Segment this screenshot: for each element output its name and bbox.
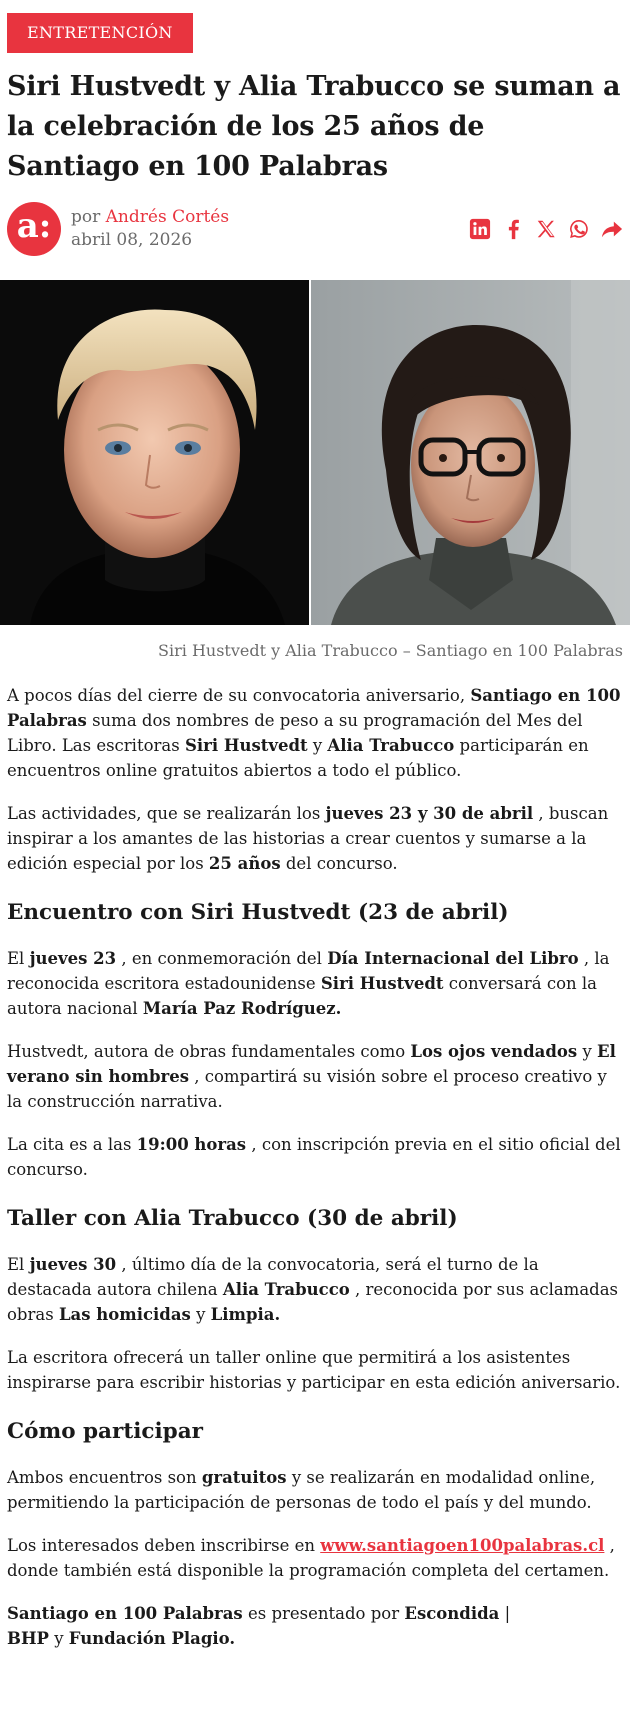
author-link[interactable]: Andrés Cortés: [105, 207, 230, 227]
article-title: Siri Hustvedt y Alia Trabucco se suman a la celebración de los 25 años de Santiago en 100 Palabras: [7, 71, 621, 182]
byline-prefix: por: [71, 207, 101, 227]
paragraph-trabucco-event: El jueves 30 , último día de la convocatoria, será el turno de la destacada autora chilena Alia Trabucco , reconocida por sus aclamadas obras Las homicidas y Limpia.: [7, 1255, 619, 1324]
paragraph-intro: A pocos días del cierre de su convocatoria aniversario, Santiago en 100 Palabras suma dos nombres de peso a su programación del Mes del Libro. Las escritoras Siri Hustvedt y Alia Trabucco participarán en encuentros online gratuitos abiertos a todo el público.: [7, 686, 621, 780]
paragraph-register: Los interesados deben inscribirse en www.santiagoen100palabras.cl , donde también está disponible la programación completa del certamen.: [7, 1536, 615, 1580]
facebook-icon[interactable]: [501, 218, 524, 241]
logo-text: a:: [16, 206, 52, 246]
paragraph-free: Ambos encuentros son gratuitos y se realizarán en modalidad online, permitiendo la participación de personas de todo el país y del mundo.: [7, 1468, 596, 1512]
linkedin-icon[interactable]: [468, 218, 491, 241]
byline: [7, 201, 623, 257]
publish-date: abril 08, 2026: [71, 230, 193, 250]
site-logo[interactable]: [7, 202, 61, 256]
paragraph-trabucco-workshop: La escritora ofrecerá un taller online que permitirá a los asistentes inspirarse para escribir historias y participar en esta edición aniversario.: [7, 1348, 621, 1392]
article-body: [7, 683, 623, 1651]
share-bar: [468, 218, 623, 241]
photo-alia-trabucco: [311, 280, 630, 625]
section-heading-participate: Cómo participar: [7, 1419, 203, 1444]
paragraph-hustvedt-time: La cita es a las 19:00 horas , con inscripción previa en el sitio oficial del concurso.: [7, 1135, 621, 1179]
hero-image: [0, 280, 630, 625]
category-tag[interactable]: ENTRETENCIÓN: [7, 13, 193, 53]
image-caption: Siri Hustvedt y Alia Trabucco – Santiago en 100 Palabras: [158, 641, 623, 660]
section-heading-trabucco: Taller con Alia Trabucco (30 de abril): [7, 1206, 458, 1231]
share-icon[interactable]: [600, 218, 623, 241]
whatsapp-icon[interactable]: [567, 218, 590, 241]
x-icon[interactable]: [534, 218, 557, 241]
byline-meta: [71, 206, 229, 252]
paragraph-hustvedt-event: El jueves 23 , en conmemoración del Día Internacional del Libro , la reconocida escritora estadounidense Siri Hustvedt conversará con la autora nacional María Paz Rodríguez.: [7, 949, 610, 1018]
paragraph-hustvedt-works: Hustvedt, autora de obras fundamentales como Los ojos vendados y El verano sin hombres , compartirá su visión sobre el proceso creativo y la construcción narrativa.: [7, 1042, 616, 1111]
photo-siri-hustvedt: [0, 280, 309, 625]
section-heading-hustvedt: Encuentro con Siri Hustvedt (23 de abril): [7, 900, 509, 925]
paragraph-sponsors: Santiago en 100 Palabras es presentado por Escondida | BHP y Fundación Plagio.: [7, 1604, 511, 1648]
paragraph-activities: Las actividades, que se realizarán los jueves 23 y 30 de abril , buscan inspirar a los amantes de las historias a crear cuentos y sumarse a la edición especial por los 25 años del concurso.: [7, 804, 609, 873]
website-link[interactable]: www.santiagoen100palabras.cl: [320, 1536, 605, 1555]
